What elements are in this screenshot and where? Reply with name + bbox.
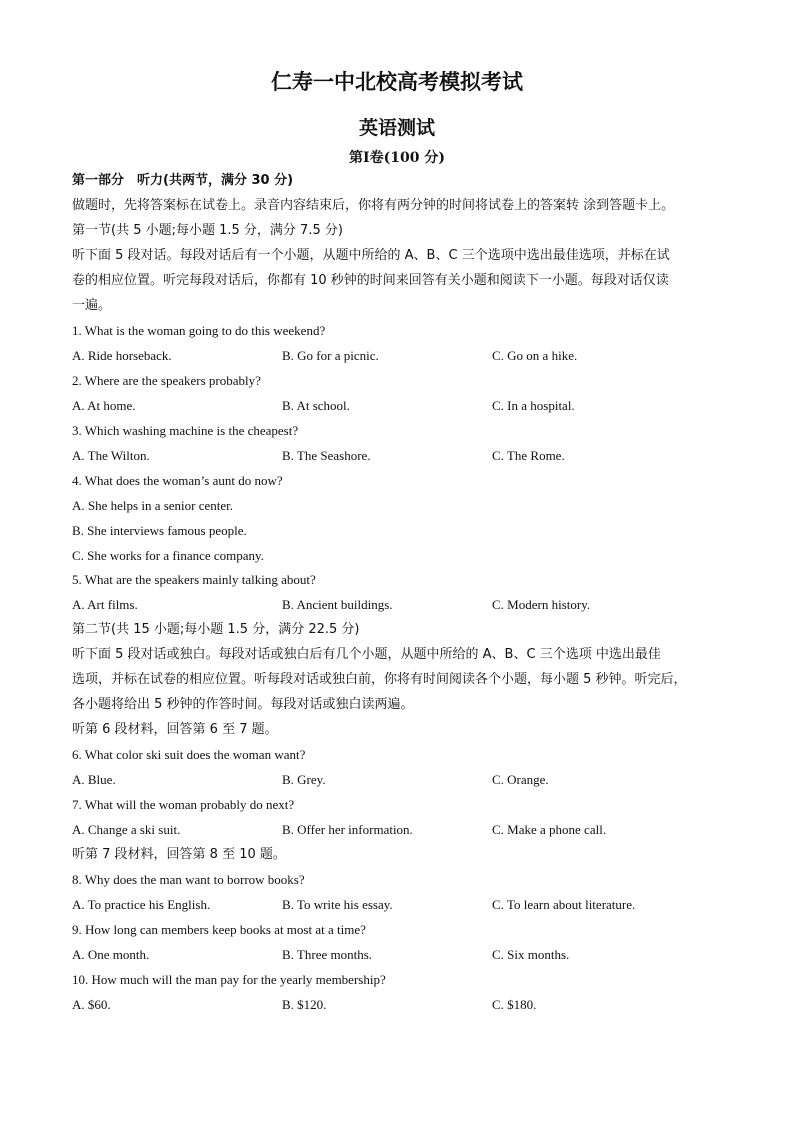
part1-instruction: 做题时，先将答案标在试卷上。录音内容结束后，你将有两分钟的时间将试卷上的答案转 涂到答题卡上。 xyxy=(72,198,675,213)
q2-option-a: A. At home. xyxy=(72,398,136,413)
q9-option-a: A. One month. xyxy=(72,947,150,962)
section1-instruction-2: 卷的相应位置。听完每段对话后，你都有 10 秒钟的时间来回答有关小题和阅读下一小题。每段对话仅读 xyxy=(72,273,669,288)
q6-option-a: A. Blue. xyxy=(72,772,116,787)
q7-option-b: B. Offer her information. xyxy=(282,822,413,837)
question-6: 6. What color ski suit does the woman want? xyxy=(72,747,306,762)
q7-option-a: A. Change a ski suit. xyxy=(72,822,181,837)
q4-option-b: B. She interviews famous people. xyxy=(72,523,247,538)
q10-option-b: B. $120. xyxy=(282,997,327,1012)
question-5: 5. What are the speakers mainly talking about? xyxy=(72,572,316,587)
section2-instruction-3: 各小题将给出 5 秒钟的作答时间。每段对话或独白读两遍。 xyxy=(72,697,414,712)
section1-instruction-3: 一遍。 xyxy=(72,298,112,313)
q6-option-b: B. Grey. xyxy=(282,772,326,787)
q1-option-b: B. Go for a picnic. xyxy=(282,348,379,363)
part1-heading: 第一部分 听力(共两节，满分 30 分) xyxy=(72,173,294,188)
q8-option-b: B. To write his essay. xyxy=(282,897,393,912)
question-3: 3. Which washing machine is the cheapest? xyxy=(72,423,299,438)
section2-instruction-2: 选项，并标在试卷的相应位置。听每段对话或独白前，你将有时间阅读各个小题，每小题 5 秒钟。听完后， xyxy=(72,672,687,687)
q3-option-c: C. The Rome. xyxy=(492,448,565,463)
q9-option-b: B. Three months. xyxy=(282,947,373,962)
section2-heading: 第二节(共 15 小题;每小题 1.5 分，满分 22.5 分) xyxy=(72,622,360,637)
section2-instruction-1: 听下面 5 段对话或独白。每段对话或独白后有几个小题，从题中所给的 A、B、C 三个选项 中选出最佳 xyxy=(72,647,661,662)
q9-option-c: C. Six months. xyxy=(492,947,570,962)
section1-heading: 第一节(共 5 小题;每小题 1.5 分，满分 7.5 分) xyxy=(72,223,343,238)
q10-option-a: A. $60. xyxy=(72,997,111,1012)
subject-title: 英语测试 xyxy=(358,117,435,139)
q6-option-c: C. Orange. xyxy=(492,772,549,787)
volume-title: 第Ⅰ卷(100 分) xyxy=(349,150,445,166)
q1-option-a: A. Ride horseback. xyxy=(72,348,172,363)
q8-option-c: C. To learn about literature. xyxy=(492,897,636,912)
q2-option-b: B. At school. xyxy=(282,398,350,413)
q3-option-b: B. The Seashore. xyxy=(282,448,371,463)
school-title: 仁寿一中北校高考模拟考试 xyxy=(271,69,523,94)
question-7: 7. What will the woman probably do next? xyxy=(72,797,295,812)
q7-option-c: C. Make a phone call. xyxy=(492,822,607,837)
q2-option-c: C. In a hospital. xyxy=(492,398,575,413)
q5-option-c: C. Modern history. xyxy=(492,597,591,612)
question-4: 4. What does the woman’s aunt do now? xyxy=(72,473,283,488)
q10-option-c: C. $180. xyxy=(492,997,537,1012)
q4-option-c: C. She works for a finance company. xyxy=(72,548,264,563)
q5-option-a: A. Art films. xyxy=(72,597,138,612)
question-2: 2. Where are the speakers probably? xyxy=(72,373,261,388)
q8-option-a: A. To practice his English. xyxy=(72,897,211,912)
question-9: 9. How long can members keep books at most at a time? xyxy=(72,922,366,937)
material-7-instruction: 听第 7 段材料，回答第 8 至 10 题。 xyxy=(72,847,286,862)
question-10: 10. How much will the man pay for the yearly membership? xyxy=(72,972,386,987)
q4-option-a: A. She helps in a senior center. xyxy=(72,498,234,513)
question-8: 8. Why does the man want to borrow books? xyxy=(72,872,305,887)
material-6-instruction: 听第 6 段材料，回答第 6 至 7 题。 xyxy=(72,722,278,737)
section1-instruction-1: 听下面 5 段对话。每段对话后有一个小题，从题中所给的 A、B、C 三个选项中选出最佳选项，并标在试 xyxy=(72,248,670,263)
question-1: 1. What is the woman going to do this weekend? xyxy=(72,323,326,338)
q1-option-c: C. Go on a hike. xyxy=(492,348,578,363)
q3-option-a: A. The Wilton. xyxy=(72,448,150,463)
q5-option-b: B. Ancient buildings. xyxy=(282,597,393,612)
